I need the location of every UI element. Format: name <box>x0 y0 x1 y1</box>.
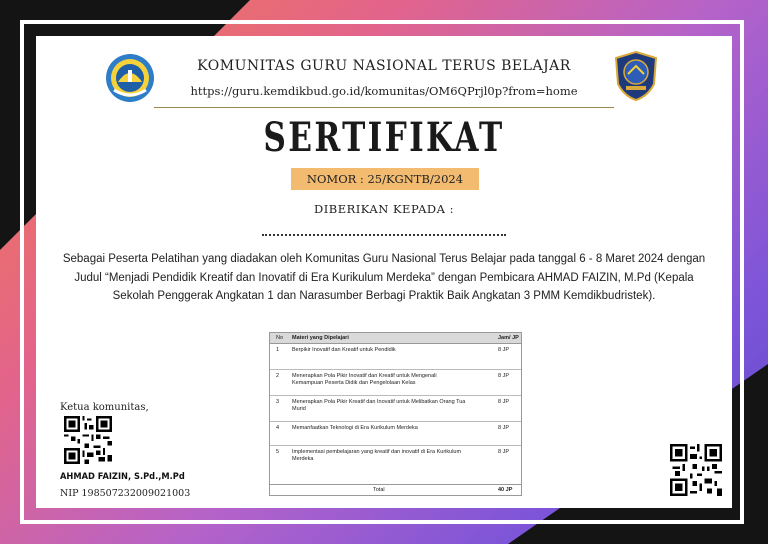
signature-nip: NIP 198507232009021003 <box>60 488 191 499</box>
materials-total-row <box>270 484 521 495</box>
signature-name: AHMAD FAIZIN, S.Pd.,M.Pd <box>60 472 185 482</box>
row-jp: 8 JP <box>498 449 510 455</box>
header-material: Materi yang Dipelajari <box>292 335 349 341</box>
signature-qr-code-icon <box>64 416 112 464</box>
total-value: 40 JP <box>498 487 513 493</box>
certificate-number-badge: NOMOR : 25/KGNTB/2024 <box>291 168 479 190</box>
row-no: 5 <box>276 449 280 455</box>
total-label: Total <box>373 487 385 493</box>
given-to-label: DIBERIKAN KEPADA : <box>314 202 454 216</box>
row-jp: 8 JP <box>498 373 510 379</box>
header-divider <box>154 107 614 108</box>
row-no: 3 <box>276 399 280 405</box>
community-shield-emblem-icon <box>614 50 658 102</box>
certificate-title: SERTIFIKAT <box>263 114 505 161</box>
table-row <box>270 421 521 446</box>
table-row <box>270 343 521 370</box>
header-jp: Jam/ JP <box>498 335 519 341</box>
row-no: 2 <box>276 373 280 379</box>
certificate-qr-code-icon <box>670 444 722 496</box>
row-no: 4 <box>276 425 280 431</box>
row-jp: 8 JP <box>498 425 510 431</box>
community-name: KOMUNITAS GURU NASIONAL TERUS BELAJAR <box>197 58 571 74</box>
table-row <box>270 395 521 422</box>
row-material: Memanfaatkan Teknologi di Era Kurikulum Merdeka <box>292 425 418 431</box>
row-material: Menerapkan Pola Pikir Inovatif dan Kreatif untuk Mengenali Kemampuan Peserta Didik dan Pengelolaan Kelas <box>292 373 437 386</box>
certificate-description: Sebagai Peserta Pelatihan yang diadakan oleh Komunitas Guru Nasional Terus Belajar pada tanggal 6 - 8 Maret 2024 dengan Judul “Menjadi Pendidik Kreatif dan Inovatif di Era Kurikulum Merdeka” dengan Pembicara AHMAD FAIZIN, M.Pd (Kepala Sekolah Penggerak Angkatan 1 dan Narasumber Berbagi Praktik Baik Angkatan 3 PMM Kemdikbudristek). <box>62 253 706 302</box>
table-row <box>270 369 521 396</box>
row-no: 1 <box>276 347 280 353</box>
materials-table <box>269 332 522 496</box>
certificate-paper <box>36 36 732 508</box>
row-material: Menerapkan Pola Pikir Kreatif dan Inovatif untuk Melibatkan Orang Tua Murid <box>292 399 466 412</box>
row-jp: 8 JP <box>498 399 510 405</box>
recipient-name-line <box>262 234 506 236</box>
row-jp: 8 JP <box>498 347 510 353</box>
community-url: https://guru.kemdikbud.go.id/komunitas/OM6QPrjl0p?from=home <box>190 84 578 98</box>
signature-title: Ketua komunitas, <box>60 402 149 413</box>
row-material: Berpikir Inovatif dan Kreatif untuk Pendidik <box>292 347 396 353</box>
header-no: No <box>276 335 284 341</box>
table-row <box>270 445 521 485</box>
row-material: Implementasi pembelajaran yang kreatif dan inovatif di Era Kurikulum Merdeka <box>292 449 462 462</box>
